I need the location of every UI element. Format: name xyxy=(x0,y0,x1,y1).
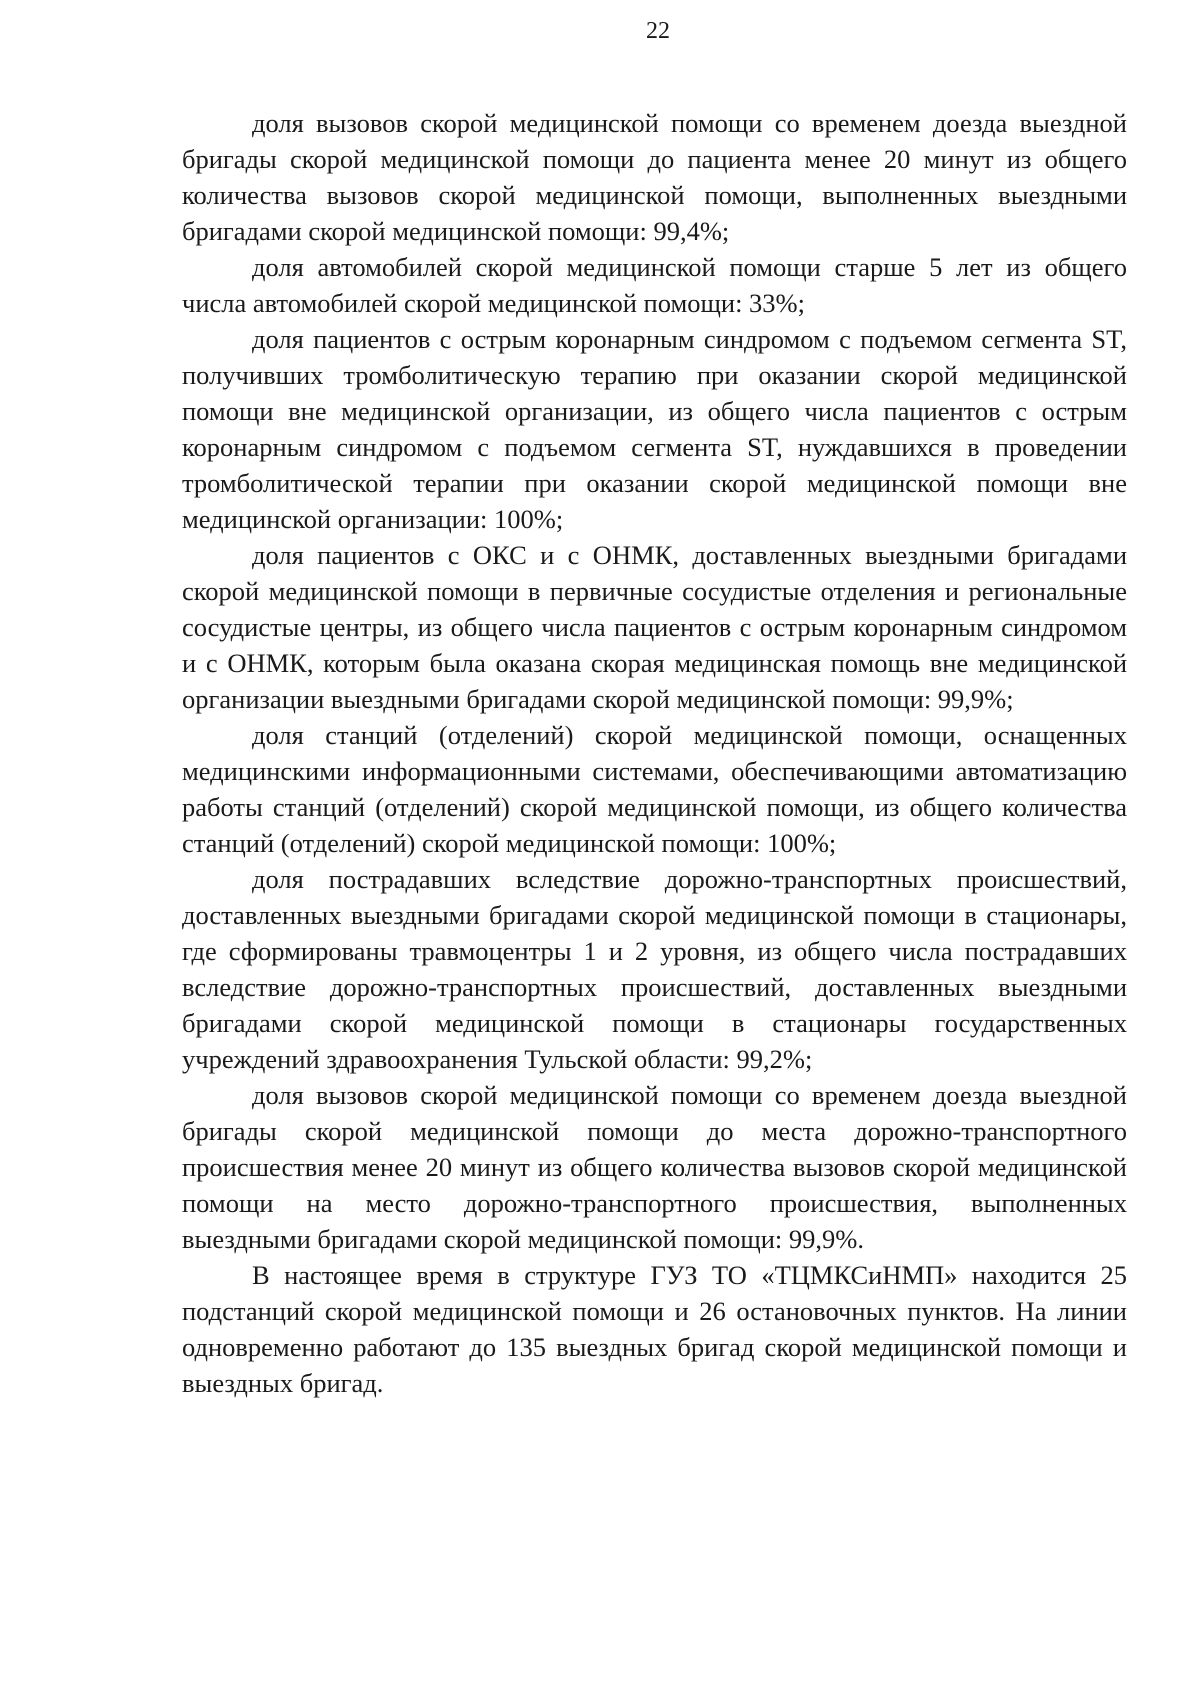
paragraph-thrombolytic-therapy: доля пациентов с острым коронарным синдромом с подъемом сегмента ST, получивших тромболитическую терапию при оказании скорой медицинской помощи вне медицинской организации, из общего числа пациентов с острым коронарным синдромом с подъемом сегмента ST, нуждавшихся в проведении тромболитической терапии при оказании скорой медицинской помощи вне медицинской организации: 100%; xyxy=(182,324,1127,534)
paragraph-structure-summary: В настоящее время в структуре ГУЗ ТО «ТЦМКСиНМП» находится 25 подстанций скорой медицинской помощи и 26 остановочных пунктов. На линии одновременно работают до 135 выездных бригад скорой медицинской помощи и выездных бригад. xyxy=(182,1260,1127,1398)
paragraph-vehicle-age-share: доля автомобилей скорой медицинской помощи старше 5 лет из общего числа автомобилей скорой медицинской помощи: 33%; xyxy=(182,252,1127,318)
page-number: 22 xyxy=(646,18,670,44)
paragraph-trauma-centers-delivery: доля пострадавших вследствие дорожно-транспортных происшествий, доставленных выездными бригадами скорой медицинской помощи в стационары, где сформированы травмоцентры 1 и 2 уровня, из общего числа пострадавших вследствие дорожно-транспортных происшествий, доставленных выездными бригадами скорой медицинской помощи в стационары государственных учреждений здравоохранения Тульской области: 99,2%; xyxy=(182,864,1127,1074)
paragraph-ambulance-arrival-rate: доля вызовов скорой медицинской помощи со временем доезда выездной бригады скорой медицинской помощи до пациента менее 20 минут из общего количества вызовов скорой медицинской помощи, выполненных выездными бригадами скорой медицинской помощи: 99,4%; xyxy=(182,108,1127,246)
paragraph-accident-arrival-rate: доля вызовов скорой медицинской помощи со временем доезда выездной бригады скорой медицинской помощи до места дорожно-транспортного происшествия менее 20 минут из общего количества вызовов скорой медицинской помощи на место дорожно-транспортного происшествия, выполненных выездными бригадами скорой медицинской помощи: 99,9%. xyxy=(182,1080,1127,1254)
paragraph-vascular-centers-delivery: доля пациентов с ОКС и с ОНМК, доставленных выездными бригадами скорой медицинской помощи в первичные сосудистые отделения и региональные сосудистые центры, из общего числа пациентов с острым коронарным синдромом и с ОНМК, которым была оказана скорая медицинская помощь вне медицинской организации выездными бригадами скорой медицинской помощи: 99,9%; xyxy=(182,540,1127,714)
document-body xyxy=(182,105,1127,1401)
paragraph-information-systems: доля станций (отделений) скорой медицинской помощи, оснащенных медицинскими информационными системами, обеспечивающими автоматизацию работы станций (отделений) скорой медицинской помощи, из общего количества станций (отделений) скорой медицинской помощи: 100%; xyxy=(182,720,1127,858)
